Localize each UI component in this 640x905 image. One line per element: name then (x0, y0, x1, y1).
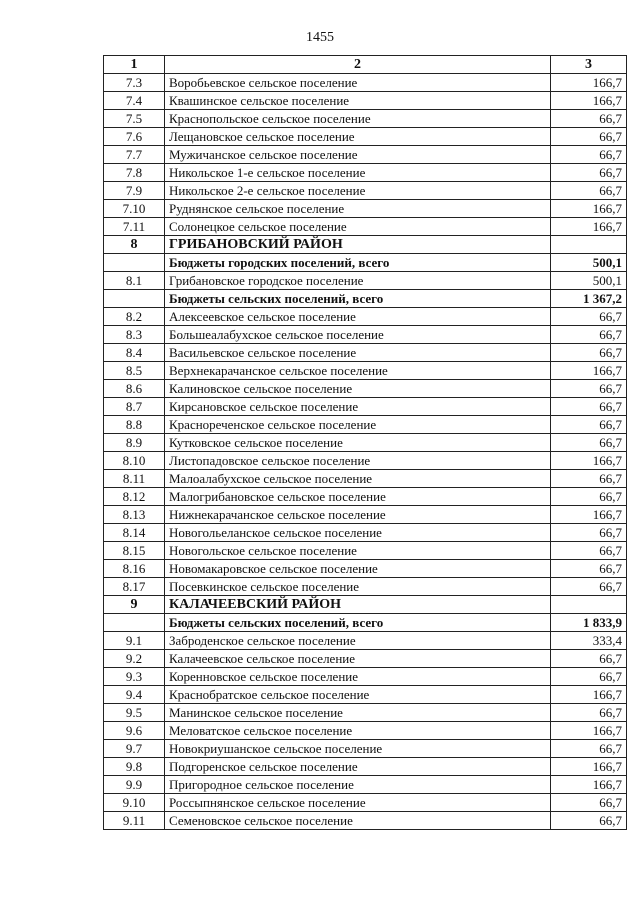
row-name: Меловатское сельское поселение (165, 722, 551, 740)
row-number: 8.14 (104, 524, 165, 542)
row-value: 66,7 (551, 470, 627, 488)
row-name: Россыпнянское сельское поселение (165, 794, 551, 812)
row-number: 9.9 (104, 776, 165, 794)
table-row (104, 740, 627, 758)
row-number: 8.8 (104, 416, 165, 434)
row-number: 7.9 (104, 182, 165, 200)
row-value: 66,7 (551, 434, 627, 452)
table-row (104, 758, 627, 776)
row-number (104, 614, 165, 632)
row-number: 9.7 (104, 740, 165, 758)
row-name: Листопадовское сельское поселение (165, 452, 551, 470)
row-value: 166,7 (551, 362, 627, 380)
table-row (104, 326, 627, 344)
row-name: Квашинское сельское поселение (165, 92, 551, 110)
row-value: 66,7 (551, 794, 627, 812)
table-row (104, 74, 627, 92)
row-number: 8.3 (104, 326, 165, 344)
row-name: Солонецкое сельское поселение (165, 218, 551, 236)
row-name: Новокриушанское сельское поселение (165, 740, 551, 758)
row-name: Краснобратское сельское поселение (165, 686, 551, 704)
row-value: 66,7 (551, 524, 627, 542)
row-number: 9.4 (104, 686, 165, 704)
row-number: 8.7 (104, 398, 165, 416)
table-row (104, 416, 627, 434)
row-value: 166,7 (551, 218, 627, 236)
row-value: 66,7 (551, 488, 627, 506)
table-row (104, 344, 627, 362)
row-value: 66,7 (551, 128, 627, 146)
row-number: 8.5 (104, 362, 165, 380)
row-value: 166,7 (551, 758, 627, 776)
row-value (551, 596, 627, 614)
row-number: 9.11 (104, 812, 165, 830)
row-name: Бюджеты сельских поселений, всего (165, 290, 551, 308)
row-name: Новомакаровское сельское поселение (165, 560, 551, 578)
row-name: Мужичанское сельское поселение (165, 146, 551, 164)
row-number: 8.13 (104, 506, 165, 524)
row-name: Подгоренское сельское поселение (165, 758, 551, 776)
row-number: 7.7 (104, 146, 165, 164)
row-number: 8.1 (104, 272, 165, 290)
row-name: Пригородное сельское поселение (165, 776, 551, 794)
row-number: 8.11 (104, 470, 165, 488)
table-row (104, 272, 627, 290)
row-name: Кутковское сельское поселение (165, 434, 551, 452)
row-value: 66,7 (551, 344, 627, 362)
row-value: 66,7 (551, 650, 627, 668)
row-value: 166,7 (551, 776, 627, 794)
row-number: 8 (104, 236, 165, 254)
table-row (104, 146, 627, 164)
row-value: 66,7 (551, 146, 627, 164)
row-name: Нижнекарачанское сельское поселение (165, 506, 551, 524)
row-name: Никольское 2-е сельское поселение (165, 182, 551, 200)
row-name: Новогольеланское сельское поселение (165, 524, 551, 542)
table-row (104, 812, 627, 830)
row-number: 7.4 (104, 92, 165, 110)
row-name: Малоалабухское сельское поселение (165, 470, 551, 488)
row-number: 8.12 (104, 488, 165, 506)
row-number: 8.9 (104, 434, 165, 452)
row-value: 66,7 (551, 110, 627, 128)
row-value: 166,7 (551, 200, 627, 218)
table-row (104, 308, 627, 326)
row-value: 500,1 (551, 254, 627, 272)
row-name: Краснореченское сельское поселение (165, 416, 551, 434)
table-row (104, 92, 627, 110)
row-value (551, 236, 627, 254)
row-value: 66,7 (551, 704, 627, 722)
table-row (104, 704, 627, 722)
table-row (104, 218, 627, 236)
table-row (104, 506, 627, 524)
column-header-2: 2 (165, 56, 551, 74)
column-header-3: 3 (551, 56, 627, 74)
row-value: 66,7 (551, 164, 627, 182)
row-value: 333,4 (551, 632, 627, 650)
row-number: 8.2 (104, 308, 165, 326)
row-name: Бюджеты сельских поселений, всего (165, 614, 551, 632)
row-value: 166,7 (551, 74, 627, 92)
row-name: Алексеевское сельское поселение (165, 308, 551, 326)
row-name: Грибановское городское поселение (165, 272, 551, 290)
subtotal-row (104, 290, 627, 308)
subtotal-row (104, 614, 627, 632)
row-number (104, 254, 165, 272)
row-name: Коренновское сельское поселение (165, 668, 551, 686)
row-name: Калиновское сельское поселение (165, 380, 551, 398)
row-name: Заброденское сельское поселение (165, 632, 551, 650)
row-value: 500,1 (551, 272, 627, 290)
subtotal-row (104, 254, 627, 272)
district-row (104, 596, 627, 614)
row-name: Краснопольское сельское поселение (165, 110, 551, 128)
row-value: 66,7 (551, 308, 627, 326)
row-value: 66,7 (551, 380, 627, 398)
row-value: 66,7 (551, 398, 627, 416)
table-row (104, 776, 627, 794)
table-row (104, 632, 627, 650)
column-header-1: 1 (104, 56, 165, 74)
table-row (104, 686, 627, 704)
row-value: 166,7 (551, 92, 627, 110)
row-name: Калачеевское сельское поселение (165, 650, 551, 668)
row-number: 9 (104, 596, 165, 614)
table-row (104, 110, 627, 128)
row-number: 7.10 (104, 200, 165, 218)
table-row (104, 434, 627, 452)
row-value: 66,7 (551, 542, 627, 560)
row-number: 7.3 (104, 74, 165, 92)
row-value: 66,7 (551, 740, 627, 758)
row-name: Верхнекарачанское сельское поселение (165, 362, 551, 380)
row-name: ГРИБАНОВСКИЙ РАЙОН (165, 236, 551, 254)
table-row (104, 524, 627, 542)
table-row (104, 542, 627, 560)
table-row (104, 398, 627, 416)
row-name: Васильевское сельское поселение (165, 344, 551, 362)
row-number: 7.5 (104, 110, 165, 128)
row-number: 9.3 (104, 668, 165, 686)
row-name: Лещановское сельское поселение (165, 128, 551, 146)
row-number: 9.5 (104, 704, 165, 722)
row-number: 9.8 (104, 758, 165, 776)
table-row (104, 200, 627, 218)
table-body (104, 56, 627, 830)
table-row (104, 452, 627, 470)
row-number: 8.4 (104, 344, 165, 362)
row-name: Кирсановское сельское поселение (165, 398, 551, 416)
row-name: Малогрибановское сельское поселение (165, 488, 551, 506)
row-name: Руднянское сельское поселение (165, 200, 551, 218)
row-value: 66,7 (551, 560, 627, 578)
row-number: 8.6 (104, 380, 165, 398)
row-value: 66,7 (551, 812, 627, 830)
table-row (104, 668, 627, 686)
row-name: Новогольское сельское поселение (165, 542, 551, 560)
table-row (104, 794, 627, 812)
table-row (104, 470, 627, 488)
row-value: 1 833,9 (551, 614, 627, 632)
row-name: Манинское сельское поселение (165, 704, 551, 722)
row-number: 8.15 (104, 542, 165, 560)
row-name: Никольское 1-е сельское поселение (165, 164, 551, 182)
table-row (104, 722, 627, 740)
row-number: 7.6 (104, 128, 165, 146)
row-name: Воробьевское сельское поселение (165, 74, 551, 92)
row-value: 166,7 (551, 686, 627, 704)
row-name: Бюджеты городских поселений, всего (165, 254, 551, 272)
row-value: 66,7 (551, 668, 627, 686)
table-row (104, 650, 627, 668)
row-number: 7.8 (104, 164, 165, 182)
table-row (104, 488, 627, 506)
district-row (104, 236, 627, 254)
row-number: 8.17 (104, 578, 165, 596)
row-number: 9.10 (104, 794, 165, 812)
table-row (104, 560, 627, 578)
row-number: 9.6 (104, 722, 165, 740)
row-number: 7.11 (104, 218, 165, 236)
row-number: 8.16 (104, 560, 165, 578)
table-row (104, 128, 627, 146)
row-number (104, 290, 165, 308)
row-value: 166,7 (551, 722, 627, 740)
row-value: 66,7 (551, 416, 627, 434)
table-row (104, 362, 627, 380)
row-value: 166,7 (551, 506, 627, 524)
row-number: 8.10 (104, 452, 165, 470)
row-name: Посевкинское сельское поселение (165, 578, 551, 596)
row-value: 66,7 (551, 578, 627, 596)
table-row (104, 380, 627, 398)
row-number: 9.1 (104, 632, 165, 650)
row-value: 66,7 (551, 182, 627, 200)
table-row (104, 164, 627, 182)
row-number: 9.2 (104, 650, 165, 668)
row-value: 66,7 (551, 326, 627, 344)
row-name: Большеалабухское сельское поселение (165, 326, 551, 344)
budget-table (103, 55, 627, 830)
page-number: 1455 (306, 30, 334, 45)
row-value: 1 367,2 (551, 290, 627, 308)
table-header-row (104, 56, 627, 74)
row-name: КАЛАЧЕЕВСКИЙ РАЙОН (165, 596, 551, 614)
table-row (104, 182, 627, 200)
table-row (104, 578, 627, 596)
row-name: Семеновское сельское поселение (165, 812, 551, 830)
row-value: 166,7 (551, 452, 627, 470)
